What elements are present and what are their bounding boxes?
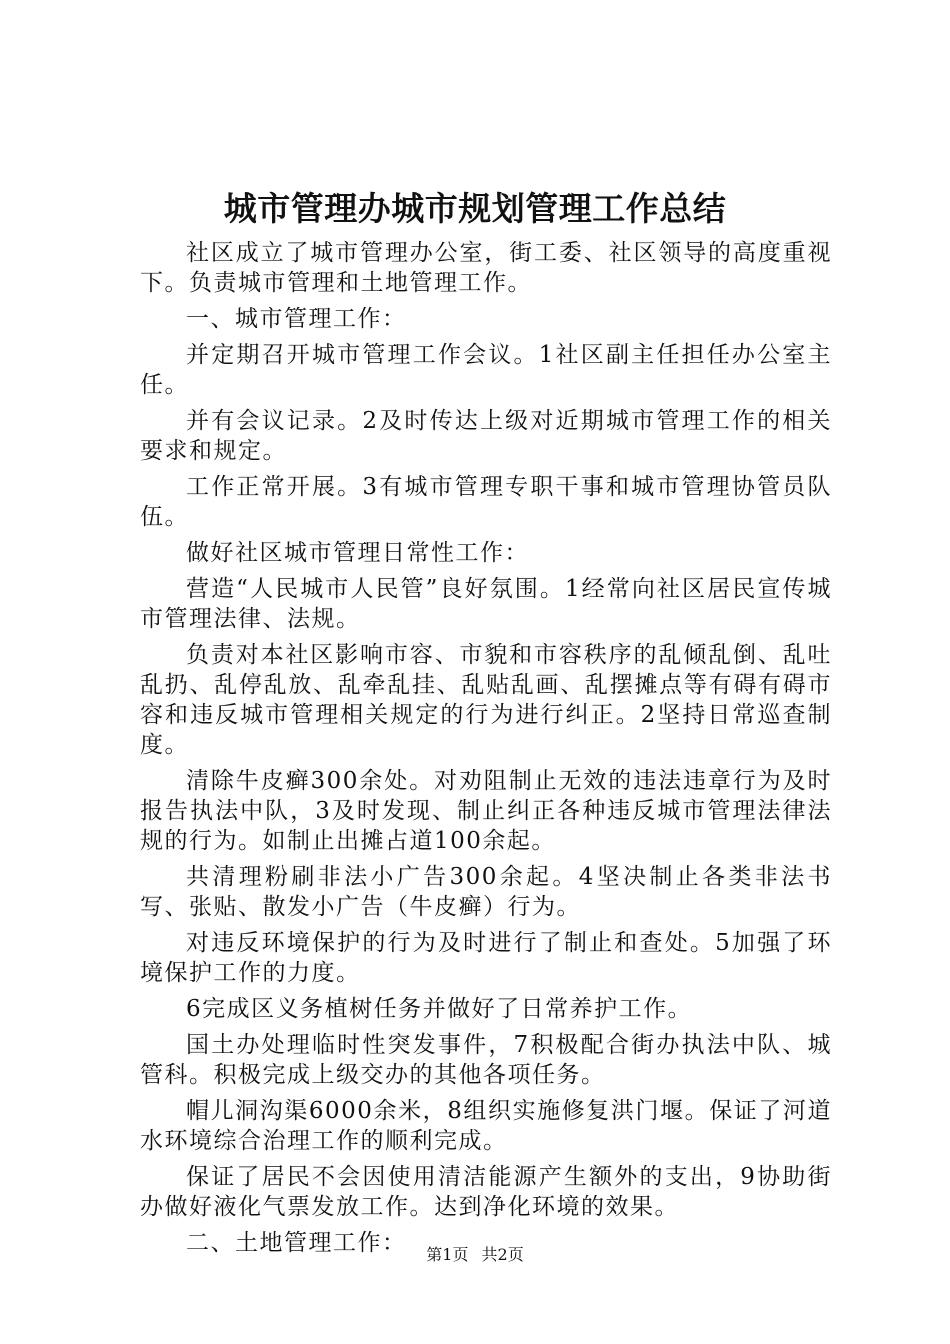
paragraph: 保证了居民不会因使用清洁能源产生额外的支出，9协助街办做好液化气票发放工作。达到净化环境的效果。 [140,1164,832,1220]
document-title: 城市管理办城市规划管理工作总结 [223,189,727,228]
subsection-heading: 做好社区城市管理日常性工作： [186,540,529,566]
section-heading: 二、土地管理工作： [186,1230,407,1256]
paragraph: 并有会议记录。2及时传达上级对近期城市管理工作的相关要求和规定。 [140,408,832,464]
paragraph: 帽儿洞沟渠6000余米，8组织实施修复洪门堰。保证了河道水环境综合治理工作的顺利完成。 [140,1098,832,1154]
page-footer [0,1244,950,1266]
paragraph: 6完成区义务植树任务并做好了日常养护工作。 [186,996,693,1022]
paragraph: 营造“人民城市人民管”良好氛围。1经常向社区居民宣传城市管理法律、法规。 [140,576,832,632]
paragraph: 工作正常开展。3有城市管理专职干事和城市管理协管员队伍。 [140,474,832,530]
document-body [140,238,832,1264]
section-heading: 一、城市管理工作： [186,306,407,332]
page-total: 共2页 [481,1245,524,1264]
paragraph: 负责对本社区影响市容、市貌和市容秩序的乱倾乱倒、乱吐乱扔、乱停乱放、乱牵乱挂、乱贴乱画、乱摆摊点等有碍有碍市容和违反城市管理相关规定的行为进行纠正。2坚持日常巡查制度。 [140,642,832,758]
paragraph: 共清理粉刷非法小广告300余起。4坚决制止各类非法书写、张贴、散发小广告（牛皮癣）行为。 [140,864,832,920]
page-number: 第1页 [426,1245,469,1264]
paragraph: 国土办处理临时性突发事件，7积极配合街办执法中队、城管科。积极完成上级交办的其他各项任务。 [140,1032,832,1088]
paragraph: 对违反环境保护的行为及时进行了制止和查处。5加强了环境保护工作的力度。 [140,930,832,986]
paragraph: 社区成立了城市管理办公室，街工委、社区领导的高度重视下。负责城市管理和土地管理工作。 [140,240,832,296]
paragraph: 清除牛皮癣300余处。对劝阻制止无效的违法违章行为及时报告执法中队，3及时发现、制止纠正各种违反城市管理法律法规的行为。如制止出摊占道100余起。 [140,768,832,854]
paragraph: 并定期召开城市管理工作会议。1社区副主任担任办公室主任。 [140,342,832,398]
